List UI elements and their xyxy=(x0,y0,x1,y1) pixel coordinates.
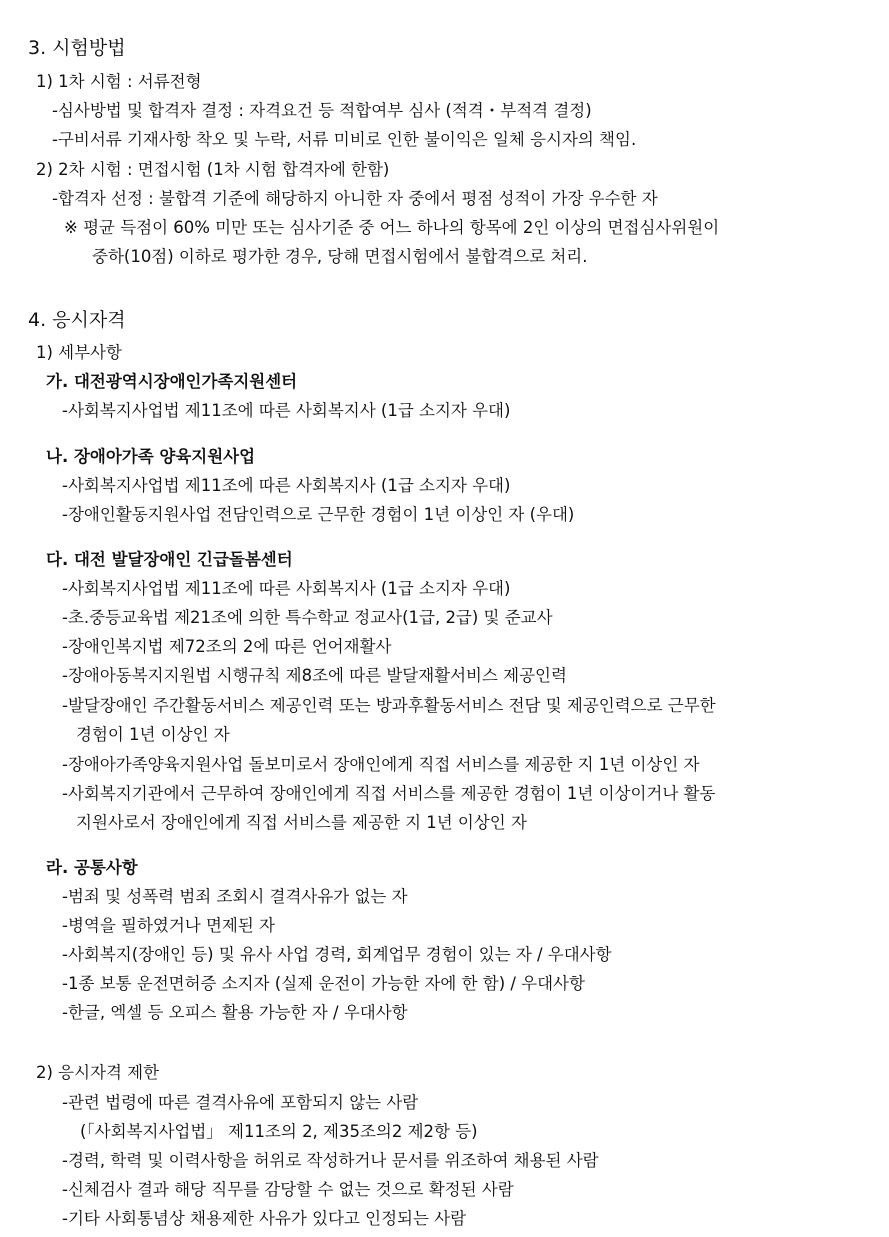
section-3-title: 3. 시험방법 xyxy=(28,37,126,59)
s4-da-4: -장애아동복지지원법 시행규칙 제8조에 따른 발달재활서비스 제공인력 xyxy=(62,666,567,685)
s4-item-2: 2) 응시자격 제한 xyxy=(36,1063,160,1082)
s4-ra-2: -병역을 필하였거나 면제된 자 xyxy=(62,916,275,935)
s3-item-2: 2) 2차 시험 : 면접시험 (1차 시험 합격자에 한함) xyxy=(36,160,390,179)
s4-lim-1: -관련 법령에 따른 결격사유에 포함되지 않는 사람 xyxy=(62,1093,419,1112)
s3-item-1b: -구비서류 기재사항 착오 및 누락, 서류 미비로 인한 불이익은 일체 응시자의 책임. xyxy=(52,130,637,149)
s4-da-3: -장애인복지법 제72조의 2에 따른 언어재활사 xyxy=(62,637,392,656)
s4-ra-5: -한글, 엑셀 등 오피스 활용 가능한 자 / 우대사항 xyxy=(62,1003,408,1022)
s4-da-1: -사회복지사업법 제11조에 따른 사회복지사 (1급 소지자 우대) xyxy=(62,579,511,598)
s4-lim-4: -기타 사회통념상 채용제한 사유가 있다고 인정되는 사람 xyxy=(62,1209,467,1228)
s3-note-line2: 중하(10점) 이하로 평가한 경우, 당해 면접시험에서 불합격으로 처리. xyxy=(92,247,588,266)
s4-lim-2: -경력, 학력 및 이력사항을 허위로 작성하거나 문서를 위조하여 채용된 사람 xyxy=(62,1151,599,1170)
s4-ra-1: -범죄 및 성폭력 범죄 조회시 결격사유가 없는 자 xyxy=(62,887,408,906)
s4-da-7a: -사회복지기관에서 근무하여 장애인에게 직접 서비스를 제공한 경험이 1년 이상이거나 활동 xyxy=(62,784,716,803)
s4-na-2: -장애인활동지원사업 전담인력으로 근무한 경험이 1년 이상인 자 (우대) xyxy=(62,505,575,524)
s4-da-2: -초.중등교육법 제21조에 의한 특수학교 정교사(1급, 2급) 및 준교사 xyxy=(62,608,553,627)
s3-item-2a: -합격자 선정 : 불합격 기준에 해당하지 아니한 자 중에서 평점 성적이 가장 우수한 자 xyxy=(52,189,658,208)
s4-ra-4: -1종 보통 운전면허증 소지자 (실제 운전이 가능한 자에 한 함) / 우대사항 xyxy=(62,974,585,993)
s4-na-1: -사회복지사업법 제11조에 따른 사회복지사 (1급 소지자 우대) xyxy=(62,476,511,495)
s4-da-7b: 지원사로서 장애인에게 직접 서비스를 제공한 지 1년 이상인 자 xyxy=(76,813,527,832)
s4-da-5a: -발달장애인 주간활동서비스 제공인력 또는 방과후활동서비스 전담 및 제공인력으로 근무한 xyxy=(62,696,716,715)
s4-lim-3: -신체검사 결과 해당 직무를 감당할 수 없는 것으로 확정된 사람 xyxy=(62,1180,514,1199)
s4-item-1: 1) 세부사항 xyxy=(36,343,122,362)
s4-ra-3: -사회복지(장애인 등) 및 유사 사업 경력, 회계업무 경험이 있는 자 / 우대사항 xyxy=(62,945,612,964)
s3-note-line1: ※ 평균 득점이 60% 미만 또는 심사기준 중 어느 하나의 항목에 2인 이상의 면접심사위원이 xyxy=(64,218,720,237)
s4-ra-title: 라. 공통사항 xyxy=(46,858,138,877)
s4-da-6: -장애아가족양육지원사업 돌보미로서 장애인에게 직접 서비스를 제공한 지 1년 이상인 자 xyxy=(62,755,700,774)
s4-na-title: 나. 장애아가족 양육지원사업 xyxy=(46,447,256,466)
s4-da-title: 다. 대전 발달장애인 긴급돌봄센터 xyxy=(46,550,293,569)
s4-ga-title: 가. 대전광역시장애인가족지원센터 xyxy=(46,372,298,391)
s4-lim-1b: (「사회복지사업법」 제11조의 2, 제35조의2 제2항 등) xyxy=(80,1122,478,1141)
s3-item-1: 1) 1차 시험 : 서류전형 xyxy=(36,72,202,91)
s3-item-1a: -심사방법 및 합격자 결정 : 자격요건 등 적합여부 심사 (적격・부적격 결정) xyxy=(52,101,592,120)
s4-ga-1: -사회복지사업법 제11조에 따른 사회복지사 (1급 소지자 우대) xyxy=(62,401,511,420)
section-4-title: 4. 응시자격 xyxy=(28,309,126,331)
s4-da-5b: 경험이 1년 이상인 자 xyxy=(76,725,230,744)
